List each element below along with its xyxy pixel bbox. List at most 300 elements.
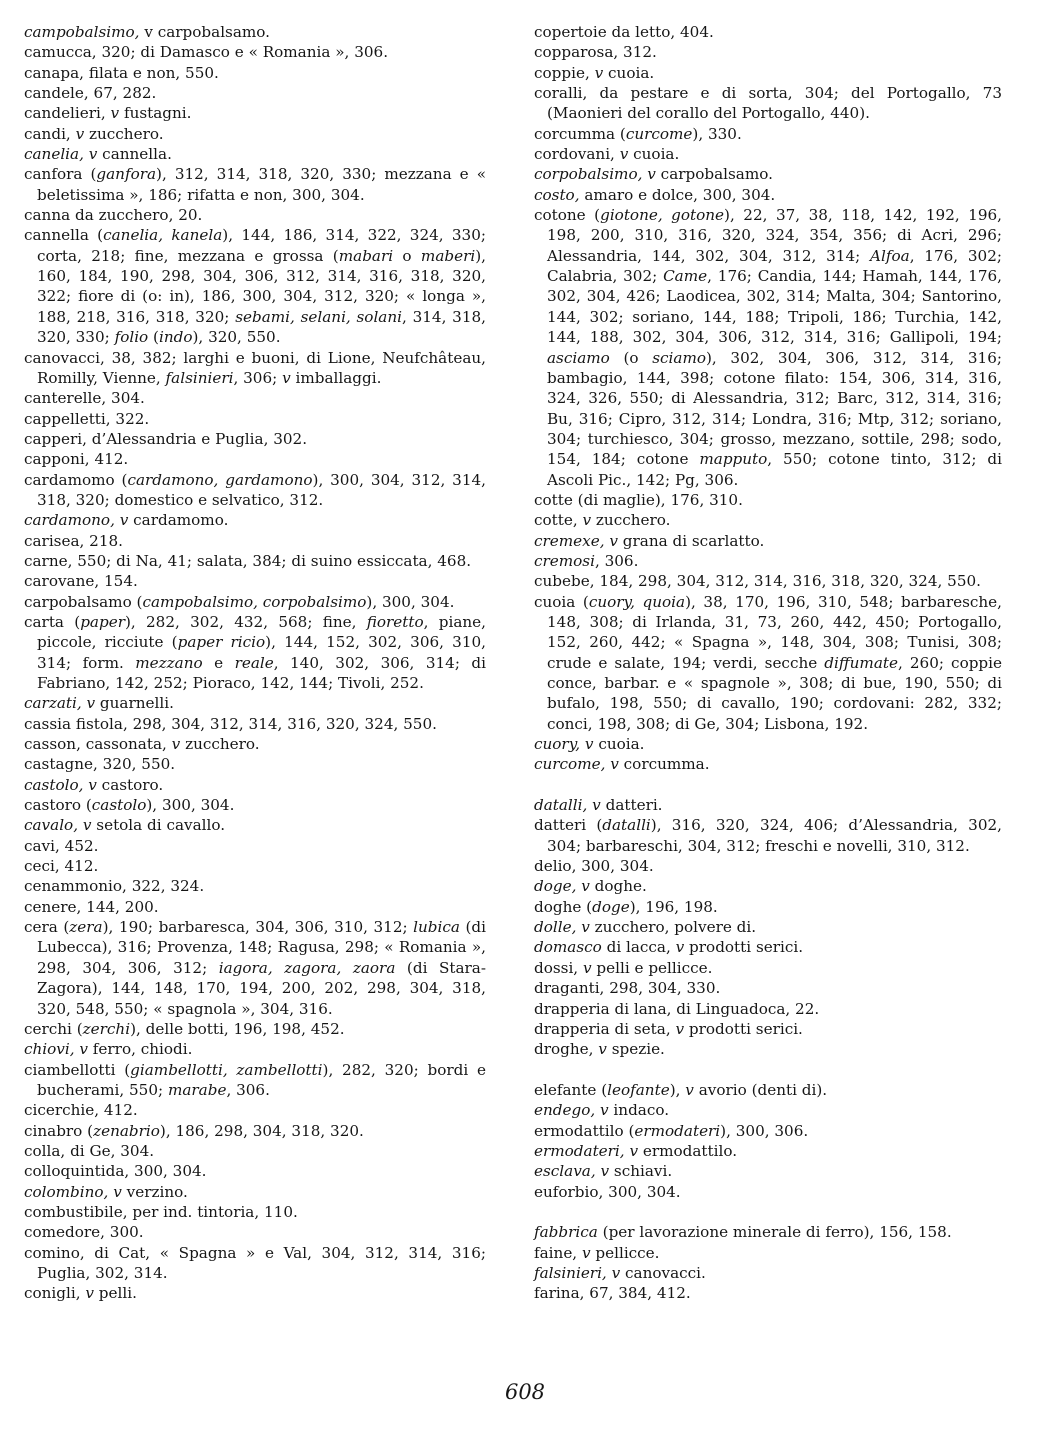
entry-text: canovacci, 38, 382; larghi e buoni, di Lione, Neufchâteau, Romilly, Vienne, bbox=[24, 348, 486, 387]
italic-term: canelia, bbox=[24, 145, 84, 164]
italic-term: corpobalsimo, bbox=[534, 165, 643, 184]
entry-text: copparosa, 312. bbox=[534, 43, 657, 62]
index-entry bbox=[24, 734, 486, 754]
entry-text: coppie, bbox=[534, 63, 595, 82]
italic-term: curcome, bbox=[534, 755, 606, 774]
italic-term: mapputo bbox=[699, 450, 768, 469]
index-entry bbox=[534, 754, 1002, 774]
entry-text: spezie. bbox=[606, 1040, 665, 1059]
index-entry bbox=[24, 144, 486, 164]
index-entry bbox=[534, 42, 1002, 62]
italic-term: v bbox=[600, 1101, 609, 1120]
index-entry bbox=[24, 917, 486, 1019]
italic-term: v bbox=[619, 145, 629, 164]
entry-text: ), 300, 306. bbox=[720, 1121, 809, 1140]
index-entry bbox=[534, 999, 1002, 1019]
italic-term: leofante bbox=[607, 1080, 670, 1099]
italic-term: zera bbox=[69, 918, 103, 937]
entry-text: , 314, 318, 320, 330; bbox=[37, 307, 486, 347]
italic-term: lubica bbox=[413, 918, 460, 937]
index-entry bbox=[534, 185, 1002, 205]
index-entry bbox=[534, 958, 1002, 978]
entry-text: cardamomo. bbox=[128, 511, 229, 530]
italic-term: campobalsimo, bbox=[24, 23, 140, 41]
italic-term: castolo bbox=[91, 796, 147, 815]
italic-term: maberi bbox=[420, 246, 476, 265]
italic-term: chiovi, bbox=[24, 1040, 75, 1059]
index-entry bbox=[24, 1141, 486, 1161]
index-entry bbox=[24, 551, 486, 571]
italic-term: endego, bbox=[534, 1101, 596, 1120]
index-entry bbox=[534, 1263, 1002, 1283]
entry-text: (di Stara-Zagora), 144, 148, 170, 194, 200, 202, 298, 304, 318, 320, 548, 550; « spagnola », 304, 316. bbox=[37, 958, 486, 1018]
entry-text: , 176, 302; Calabria, 302; bbox=[547, 246, 1003, 286]
index-entry bbox=[24, 1283, 486, 1303]
italic-term: mabari bbox=[338, 246, 394, 265]
index-entry bbox=[534, 592, 1002, 734]
entry-text: zucchero. bbox=[84, 124, 164, 143]
index-entry bbox=[24, 592, 486, 612]
index-entry bbox=[24, 22, 486, 42]
italic-term: canelia, kanela bbox=[103, 226, 223, 245]
entry-text: , 176; Candia, 144; Hamah, 144, 176, 302, 304, 426; Laodicea, 302, 314; Malta, 304; Santorino, 144, 302; soriano, 144, 188; Tripoli, 186; Turchia, 142, 144, 188, 302, 304, 306, 312, 314, 316; Gallipoli, 194; bbox=[547, 267, 1003, 347]
italic-term: v bbox=[113, 1182, 122, 1201]
italic-term: sciamo bbox=[652, 348, 706, 367]
entry-text: cannella. bbox=[97, 145, 172, 164]
entry-text: camucca, 320; di Damasco e « Romania », 306. bbox=[24, 43, 389, 62]
index-entry bbox=[534, 83, 1002, 124]
italic-term: v bbox=[282, 368, 291, 387]
italic-term: v bbox=[592, 796, 601, 815]
index-entry bbox=[24, 388, 486, 408]
index-entry bbox=[534, 1283, 1002, 1303]
entry-text: casson, cassonata, bbox=[24, 735, 172, 754]
entry-text: cuoia. bbox=[628, 145, 680, 164]
entry-text: imballaggi. bbox=[290, 368, 382, 387]
entry-text: cinabro ( bbox=[24, 1121, 94, 1140]
entry-text: ferro, chiodi. bbox=[87, 1040, 193, 1059]
entry-text: colloquintida, 300, 304. bbox=[24, 1162, 207, 1181]
italic-term: cuory, bbox=[534, 735, 581, 754]
entry-text: cuoia ( bbox=[534, 592, 589, 611]
index-entry bbox=[24, 815, 486, 835]
index-entry bbox=[24, 1060, 486, 1101]
entry-text: prodotti serici. bbox=[684, 1019, 803, 1038]
index-entry bbox=[534, 1243, 1002, 1263]
entry-text: di lacca, bbox=[601, 938, 676, 957]
entry-text: ), 316, 320, 324, 406; d’Alessandria, 302, 304; barbareschi, 304, 312; freschi e novelli, 310, 312. bbox=[547, 816, 1002, 855]
entry-text: ), 312, 314, 318, 320, 330; mezzana e « beletissima », 186; rifatta e non, 300, 304. bbox=[37, 165, 486, 204]
italic-term: giotone, gotone bbox=[600, 206, 725, 225]
italic-term: v bbox=[581, 877, 590, 896]
italic-term: curcome bbox=[625, 124, 693, 143]
entry-text: castoro. bbox=[96, 775, 164, 794]
italic-term: cremosi bbox=[534, 551, 595, 570]
italic-term: v bbox=[582, 958, 592, 977]
entry-text: avorio (denti di). bbox=[693, 1080, 828, 1099]
italic-term: v bbox=[85, 1284, 94, 1303]
italic-term: sebami, selani, solani bbox=[235, 307, 403, 326]
entry-text: drapperia di lana, di Linguadoca, 22. bbox=[534, 999, 820, 1018]
italic-term: v bbox=[685, 1080, 694, 1099]
index-column-left bbox=[24, 22, 486, 1304]
entry-text: , piane, piccole, ricciute ( bbox=[37, 612, 486, 652]
italic-term: v bbox=[647, 165, 656, 184]
italic-term: fabbrica bbox=[534, 1223, 598, 1242]
entry-text: zucchero. bbox=[180, 735, 260, 754]
italic-term: v bbox=[581, 1243, 591, 1262]
entry-text: datteri ( bbox=[534, 816, 603, 835]
index-entry bbox=[534, 1141, 1002, 1161]
index-entry bbox=[534, 1100, 1002, 1120]
italic-term: doge, bbox=[534, 877, 577, 896]
index-entry bbox=[24, 1121, 486, 1141]
italic-term: cardamono, bbox=[24, 511, 115, 530]
entry-text: combustibile, per ind. tintoria, 110. bbox=[24, 1202, 298, 1221]
index-entry bbox=[24, 1202, 486, 1222]
entry-text: ), 22, 37, 38, 118, 142, 192, 196, 198, 200, 310, 316, 320, 324, 354, 356; di Acri, 296; Alessandria, 144, 302, 304, 312, 314; bbox=[547, 206, 1002, 265]
entry-text: ), 144, 186, 314, 322, 324, 330; corta, 218; fine, mezzana e grossa ( bbox=[37, 226, 486, 265]
entry-text: setola di cavallo. bbox=[91, 816, 226, 835]
index-entry bbox=[534, 571, 1002, 591]
entry-text: ), 320, 550. bbox=[192, 328, 281, 347]
entry-text: cannella ( bbox=[24, 226, 104, 245]
index-entry bbox=[534, 897, 1002, 917]
entry-text: drapperia di seta, bbox=[534, 1019, 676, 1038]
entry-text: colla, di Ge, 304. bbox=[24, 1141, 155, 1160]
index-entry bbox=[24, 103, 486, 123]
italic-term: castolo, bbox=[24, 775, 84, 794]
index-entry bbox=[534, 63, 1002, 83]
italic-term: dolle, bbox=[534, 918, 577, 937]
italic-term: marabe bbox=[167, 1080, 227, 1099]
entry-text: candelieri, bbox=[24, 104, 111, 123]
entry-text: zucchero. bbox=[591, 511, 671, 530]
italic-term: colombino, bbox=[24, 1182, 109, 1201]
entry-text: fustagni. bbox=[119, 104, 192, 123]
italic-term: zerchi bbox=[82, 1019, 131, 1038]
italic-term: asciamo bbox=[547, 348, 610, 367]
italic-term: ganfora bbox=[96, 165, 157, 184]
italic-term: v bbox=[88, 775, 97, 794]
entry-text: pelli. bbox=[93, 1284, 137, 1303]
index-entry bbox=[24, 897, 486, 917]
entry-text: ermodattilo ( bbox=[534, 1121, 635, 1140]
entry-text: , 306. bbox=[594, 551, 639, 570]
entry-text: ), 144, 152, 302, 306, 310, 314; form. bbox=[37, 633, 486, 672]
index-entry bbox=[534, 205, 1002, 490]
index-entry bbox=[24, 571, 486, 591]
index-entry bbox=[24, 164, 486, 205]
italic-term: v bbox=[119, 511, 129, 530]
entry-text: comedore, 300. bbox=[24, 1223, 144, 1242]
index-entry bbox=[534, 144, 1002, 164]
index-entry bbox=[534, 1121, 1002, 1141]
entry-text: cera ( bbox=[24, 918, 70, 937]
entry-text: (di Lubecca), 316; Provenza, 148; Ragusa, 298; « Romania », 298, 304, 306, 312; bbox=[37, 918, 486, 977]
entry-text: ceci, 412. bbox=[24, 857, 99, 876]
italic-term: giambellotti, zambellotti bbox=[130, 1060, 323, 1079]
entry-text: draganti, 298, 304, 330. bbox=[534, 979, 721, 998]
index-entry bbox=[24, 714, 486, 734]
entry-text: doghe. bbox=[589, 877, 647, 896]
italic-term: v bbox=[600, 1162, 610, 1181]
entry-text: copertoie da letto, 404. bbox=[534, 23, 714, 41]
italic-term: v bbox=[598, 1040, 607, 1059]
italic-term: v bbox=[610, 755, 619, 774]
entry-text: amaro e dolce, 300, 304. bbox=[579, 185, 776, 204]
entry-text: ), 186, 298, 304, 318, 320. bbox=[159, 1121, 364, 1140]
entry-text: ), 282, 320; bordi e bucherami, 550; bbox=[37, 1060, 486, 1099]
entry-text: corcumma ( bbox=[534, 124, 626, 143]
italic-term: v bbox=[582, 511, 592, 530]
index-entry bbox=[534, 510, 1002, 530]
entry-text: corcumma. bbox=[618, 755, 710, 774]
italic-term: esclava, bbox=[534, 1162, 596, 1181]
entry-text: canterelle, 304. bbox=[24, 389, 145, 408]
entry-text: cicerchie, 412. bbox=[24, 1101, 138, 1120]
entry-text: euforbio, 300, 304. bbox=[534, 1182, 681, 1201]
italic-term: domasco bbox=[534, 938, 602, 957]
italic-term: Alfoa bbox=[870, 246, 910, 265]
entry-text: verzino. bbox=[121, 1182, 188, 1201]
index-entry bbox=[24, 205, 486, 225]
entry-text: cardamomo ( bbox=[24, 470, 128, 489]
entry-text: ), 300, 304. bbox=[146, 796, 235, 815]
italic-term: carzati, bbox=[24, 694, 82, 713]
index-entry bbox=[24, 63, 486, 83]
italic-term: iagora, zagora, zaora bbox=[218, 958, 396, 977]
index-entry bbox=[534, 1039, 1002, 1059]
italic-term: falsinieri, bbox=[534, 1263, 607, 1282]
entry-text: delio, 300, 304. bbox=[534, 857, 654, 876]
entry-text: pellicce. bbox=[590, 1243, 660, 1262]
index-entry bbox=[534, 734, 1002, 754]
italic-term: ermodateri, bbox=[534, 1141, 625, 1160]
entry-text: cuoia. bbox=[593, 735, 645, 754]
italic-term: v bbox=[86, 694, 96, 713]
index-entry bbox=[24, 856, 486, 876]
index-entry bbox=[534, 917, 1002, 937]
index-entry bbox=[534, 164, 1002, 184]
italic-term: v bbox=[88, 145, 98, 164]
index-entry bbox=[24, 42, 486, 62]
entry-text: canovacci. bbox=[620, 1263, 706, 1282]
entry-text: schiavi. bbox=[609, 1162, 673, 1181]
italic-term: cuory, quoia bbox=[588, 592, 686, 611]
entry-text: carta ( bbox=[24, 612, 81, 631]
index-entry bbox=[534, 1222, 1002, 1242]
entry-text: v carpobalsamo. bbox=[139, 23, 271, 41]
index-entry bbox=[534, 978, 1002, 998]
index-entry bbox=[24, 225, 486, 347]
entry-text: cerchi ( bbox=[24, 1019, 83, 1038]
entry-text: cavi, 452. bbox=[24, 836, 99, 855]
index-entry bbox=[24, 1222, 486, 1242]
entry-text: ), delle botti, 196, 198, 452. bbox=[130, 1019, 345, 1038]
index-entry bbox=[534, 1182, 1002, 1202]
italic-term: cavalo, bbox=[24, 816, 79, 835]
index-entry bbox=[24, 612, 486, 693]
index-entry bbox=[24, 83, 486, 103]
italic-term: fioretto bbox=[366, 612, 424, 631]
entry-text: cenammonio, 322, 324. bbox=[24, 877, 205, 896]
entry-text: droghe, bbox=[534, 1040, 599, 1059]
entry-text: dossi, bbox=[534, 958, 583, 977]
index-entry bbox=[24, 1161, 486, 1181]
entry-text: ( bbox=[148, 328, 159, 347]
entry-text: e bbox=[202, 653, 235, 672]
entry-text: ), 196, 198. bbox=[629, 897, 718, 916]
italic-term: indo bbox=[158, 328, 193, 347]
entry-text: castagne, 320, 550. bbox=[24, 755, 176, 774]
italic-term: zenabrio bbox=[93, 1121, 160, 1140]
index-entry bbox=[534, 490, 1002, 510]
entry-text: , 260; coppie conce, barbar. e « spagnole », 308; di bue, 190, 550; di bufalo, 198, 550; di cavallo, 190; cordovani: 282, 332; conci, 198, 308; di Ge, 304; Lisbona, 192. bbox=[547, 653, 1002, 733]
index-entry bbox=[24, 1243, 486, 1284]
entry-text: capponi, 412. bbox=[24, 450, 129, 469]
entry-text: ), 38, 170, 196, 310, 548; barbaresche, 148, 308; di Irlanda, 31, 73, 260, 442, 450; Portogallo, 152, 260, 442; « Spagna », 148, 304, 308; Tunisi, 308; crude e salate, 194; verdi, secche bbox=[547, 592, 1003, 672]
italic-term: falsinieri bbox=[165, 368, 234, 387]
entry-text: grana di scarlatto. bbox=[617, 531, 765, 550]
entry-text: conigli, bbox=[24, 1284, 86, 1303]
index-entry bbox=[24, 124, 486, 144]
index-entry bbox=[24, 1100, 486, 1120]
entry-text: cuoia. bbox=[603, 63, 655, 82]
entry-text: o bbox=[393, 246, 421, 265]
entry-text: capperi, d’Alessandria e Puglia, 302. bbox=[24, 429, 308, 448]
entry-text: (per lavorazione minerale di ferro), 156, 158. bbox=[597, 1223, 952, 1242]
index-entry bbox=[534, 795, 1002, 815]
entry-text: ), 300, 304. bbox=[366, 592, 455, 611]
index-entry bbox=[24, 531, 486, 551]
italic-term: v bbox=[75, 124, 85, 143]
entry-text: ), 302, 304, 306, 312, 314, 316; bambagio, 144, 398; cotone filato: 154, 306, 314, 316, 324, 326, 550; di Alessandria, 312; Barc, 312, 314, 316; Bu, 316; Cipro, 312, 314; Londra, 316; Mtp, 312; soriano, 304; turchiesco, 304; grosso, mezzano, sottile, 298; sodo, 154, 184; cotone bbox=[547, 348, 1002, 469]
italic-term: paper bbox=[80, 612, 125, 631]
italic-term: v bbox=[675, 938, 685, 957]
italic-term: cardamono, gardamono bbox=[127, 470, 313, 489]
italic-term: folio bbox=[114, 328, 149, 347]
index-entry bbox=[534, 856, 1002, 876]
entry-text: castoro ( bbox=[24, 796, 92, 815]
page-number: 608 bbox=[504, 1380, 546, 1404]
index-entry bbox=[534, 1019, 1002, 1039]
italic-term: datalli, bbox=[534, 796, 588, 815]
entry-text: faine, bbox=[534, 1243, 582, 1262]
entry-text: indaco. bbox=[608, 1101, 670, 1120]
index-entry bbox=[24, 1182, 486, 1202]
entry-text: ), 190; barbaresca, 304, 306, 310, 312; bbox=[102, 918, 414, 937]
italic-term: v bbox=[594, 63, 604, 82]
index-entry bbox=[24, 429, 486, 449]
entry-text: zucchero, polvere di. bbox=[589, 918, 757, 937]
entry-text: cenere, 144, 200. bbox=[24, 897, 159, 916]
index-entry bbox=[534, 551, 1002, 571]
entry-text: cotte, bbox=[534, 511, 583, 530]
italic-term: doge bbox=[592, 897, 630, 916]
entry-text: canapa, filata e non, 550. bbox=[24, 63, 219, 82]
index-entry bbox=[534, 1080, 1002, 1100]
index-entry bbox=[534, 876, 1002, 896]
entry-text: farina, 67, 384, 412. bbox=[534, 1284, 691, 1303]
italic-term: ermodateri bbox=[634, 1121, 721, 1140]
index-entry bbox=[534, 1161, 1002, 1181]
entry-text: coralli, da pestare e di sorta, 304; del Portogallo, 73 (Maonieri del corallo del Portogallo, 440). bbox=[534, 84, 1002, 123]
italic-term: cremexe, bbox=[534, 531, 605, 550]
entry-text: candi, bbox=[24, 124, 76, 143]
italic-term: costo, bbox=[534, 185, 580, 204]
entry-text: ), 300, 304, 312, 314, 318, 320; domestico e selvatico, 312. bbox=[37, 470, 486, 509]
index-entry bbox=[534, 22, 1002, 42]
entry-text: ), 282, 302, 432, 568; fine, bbox=[124, 612, 367, 631]
index-entry bbox=[24, 754, 486, 774]
entry-text: carpobalsamo. bbox=[655, 165, 773, 184]
entry-text: carovane, 154. bbox=[24, 572, 138, 591]
index-entry bbox=[534, 531, 1002, 551]
entry-text: prodotti serici. bbox=[684, 938, 804, 957]
index-entry bbox=[24, 1019, 486, 1039]
index-entry bbox=[24, 449, 486, 469]
entry-text: datteri. bbox=[600, 796, 663, 815]
entry-text: doghe ( bbox=[534, 897, 593, 916]
entry-text: (o bbox=[609, 348, 653, 367]
entry-text: pelli e pellicce. bbox=[591, 958, 713, 977]
italic-term: v bbox=[629, 1141, 639, 1160]
index-entry bbox=[534, 937, 1002, 957]
entry-text: , 550; cotone tinto, 312; di Ascoli Pic., 142; Pg, 306. bbox=[547, 450, 1002, 489]
italic-term: v bbox=[581, 918, 590, 937]
index-entry bbox=[534, 124, 1002, 144]
italic-term: v bbox=[584, 735, 594, 754]
entry-text: cubebe, 184, 298, 304, 312, 314, 316, 318, 320, 324, 550. bbox=[534, 572, 981, 591]
italic-term: mezzano bbox=[135, 653, 203, 672]
entry-text: carne, 550; di Na, 41; salata, 384; di suino essiccata, 468. bbox=[24, 551, 472, 570]
italic-term: v bbox=[611, 1263, 621, 1282]
index-entry bbox=[24, 795, 486, 815]
italic-term: campobalsimo, corpobalsimo bbox=[142, 592, 367, 611]
entry-text: ), 330. bbox=[692, 124, 742, 143]
index-entry bbox=[24, 693, 486, 713]
italic-term: paper ricio bbox=[177, 633, 266, 652]
italic-term: datalli bbox=[602, 816, 651, 835]
index-entry bbox=[24, 470, 486, 511]
index-entry bbox=[24, 348, 486, 389]
index-entry bbox=[24, 775, 486, 795]
entry-text: cotte (di maglie), 176, 310. bbox=[534, 490, 743, 509]
entry-text: guarnelli. bbox=[95, 694, 174, 713]
index-entry bbox=[24, 836, 486, 856]
entry-text: , 306; bbox=[233, 368, 283, 387]
entry-text: canna da zucchero, 20. bbox=[24, 206, 203, 225]
entry-text: carpobalsamo ( bbox=[24, 592, 143, 611]
italic-term: v bbox=[82, 816, 92, 835]
entry-text: ciambellotti ( bbox=[24, 1060, 131, 1079]
index-entry bbox=[24, 1039, 486, 1059]
entry-text: , 306. bbox=[226, 1080, 270, 1099]
entry-text: elefante ( bbox=[534, 1080, 608, 1099]
italic-term: reale bbox=[234, 653, 274, 672]
index-entry bbox=[534, 815, 1002, 856]
entry-text: cassia fistola, 298, 304, 312, 314, 316, 320, 324, 550. bbox=[24, 714, 437, 733]
entry-text: cappelletti, 322. bbox=[24, 409, 150, 428]
entry-text: candele, 67, 282. bbox=[24, 84, 157, 103]
index-entry bbox=[24, 876, 486, 896]
entry-text: ), bbox=[669, 1080, 686, 1099]
entry-text: cordovani, bbox=[534, 145, 620, 164]
italic-term: Came bbox=[663, 267, 708, 286]
entry-text: , 140, 302, 306, 314; di Fabriano, 142, 252; Pioraco, 142, 144; Tivoli, 252. bbox=[37, 653, 486, 692]
italic-term: v bbox=[79, 1040, 88, 1059]
